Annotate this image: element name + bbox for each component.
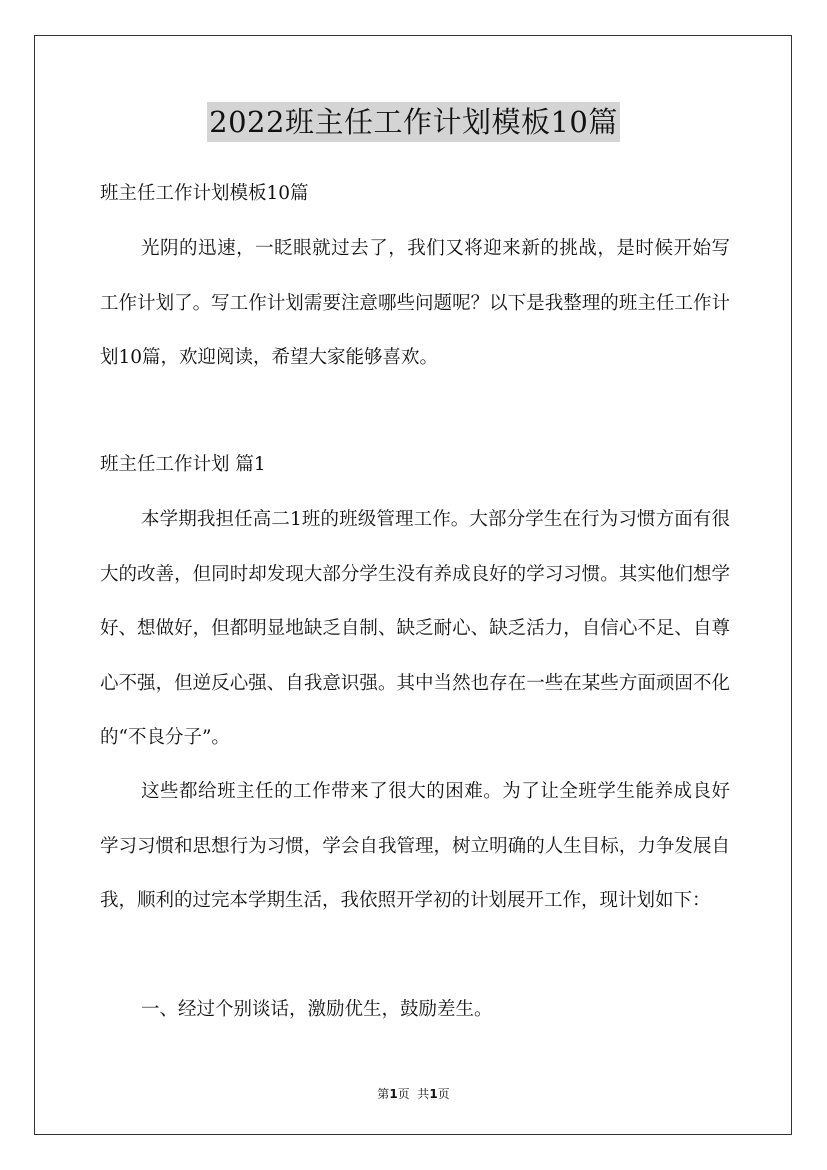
footer-total-pages: 1: [429, 1087, 438, 1101]
document-title-text: 2022班主任工作计划模板10篇: [207, 102, 620, 142]
body-paragraph: 一、经过个别谈话，激励优生，鼓励差生。: [141, 999, 493, 1020]
intro-paragraph: 光阴的迅速，一眨眼就过去了，我们又将迎来新的挑战，是时候开始写工作计划了。写工作计划需要注意哪些问题呢？以下是我整理的班主任工作计划10篇，欢迎阅读，希望大家能够喜欢。: [100, 238, 730, 368]
body-paragraph: 这些都给班主任的工作带来了很大的困难。为了让全班学生能养成良好学习习惯和思想行为习惯，学会自我管理，树立明确的人生目标，力争发展自我，顺利的过完本学期生活，我依照开学初的计划展开工作，现计划如下：: [100, 781, 730, 911]
footer-page-mid: 页 共: [397, 1087, 430, 1101]
footer-page-suffix: 页: [437, 1087, 450, 1101]
page-footer: [0, 1085, 827, 1102]
body-paragraph: 本学期我担任高二1班的班级管理工作。大部分学生在行为习惯方面有很大的改善，但同时却发现大部分学生没有养成良好的学习习惯。其实他们想学好、想做好，但都明显地缺乏自制、缺乏耐心、缺乏活力，自信心不足、自尊心不强，但逆反心强、自我意识强。其中当然也存在一些在某些方面顽固不化的“不良分子”。: [100, 509, 730, 748]
footer-page-prefix: 第: [377, 1087, 390, 1101]
document-title: [0, 100, 827, 141]
section-heading: 班主任工作计划 篇1: [100, 454, 266, 475]
document-subtitle: 班主任工作计划模板10篇: [100, 183, 309, 204]
footer-page-number: 1: [389, 1087, 398, 1101]
